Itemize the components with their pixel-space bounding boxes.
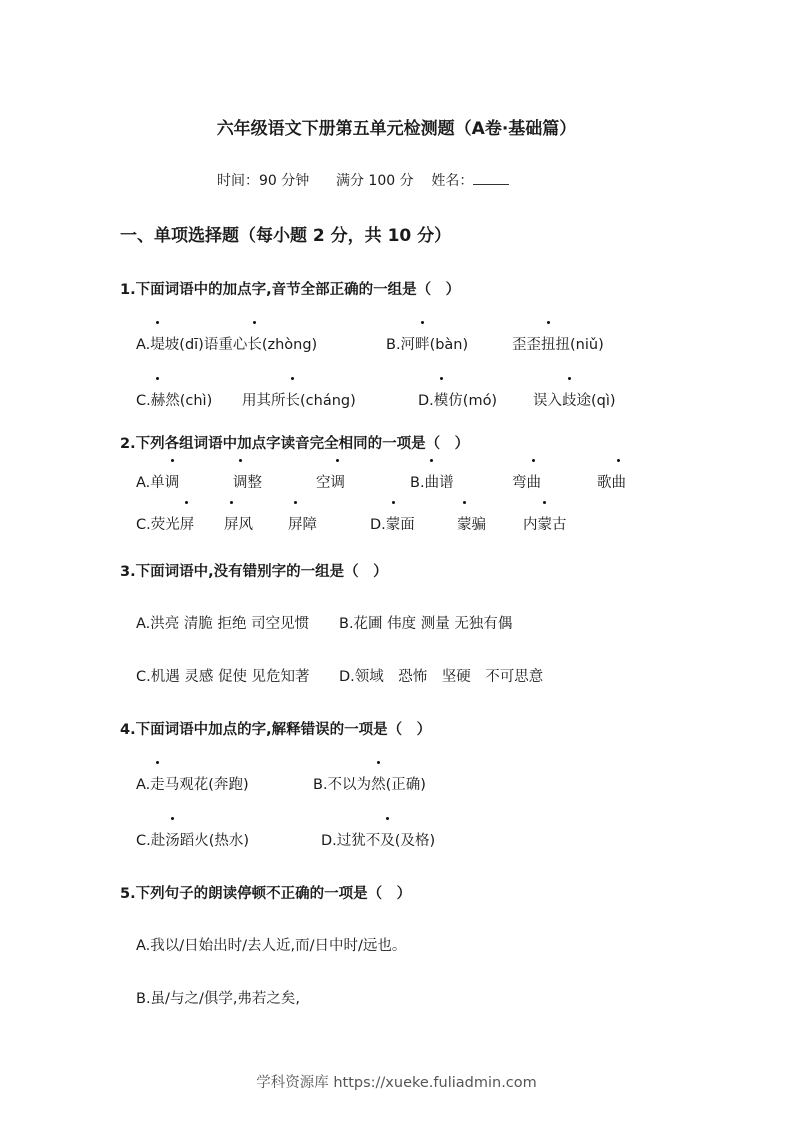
q2-option-a2: 调整 [233,471,262,492]
section-heading: 一、单项选择题（每小题 2 分，共 10 分） [120,226,452,246]
q2-option-b3: 歌曲 [597,471,626,492]
emphasis-char: 走 [150,773,165,794]
emphasis-char: 赫 [151,389,166,410]
q2-option-c3: 屏障 [288,513,317,534]
q2-option-a1: A.单调 [136,471,179,492]
emphasis-char: 曲 [425,471,440,492]
q2-option-c1: C.荧光屏 [136,513,194,534]
emphasis-char: 模 [434,389,449,410]
emphasis-char: 屏 [224,513,239,534]
q2-option-d1: D.蒙面 [370,513,415,534]
emphasis-char: 长 [247,333,262,354]
q3-option-c: C.机遇 灵感 促使 见危知著 [136,669,310,685]
q1-option-d2: 误入歧途(qì) [533,389,616,410]
q2-option-d3: 内蒙古 [523,513,567,534]
question-1-stem: 1.下面词语中的加点字,音节全部正确的一组是（ ） [120,282,461,298]
emphasis-char: 调 [331,471,346,492]
q2-option-b2: 弯曲 [512,471,541,492]
document-title: 六年级语文下册第五单元检测题（A卷·基础篇） [216,119,577,139]
time-info: 时间：90 分钟 [217,173,310,189]
q3-option-b: B.花圃 伟度 测量 无独有偶 [339,616,513,632]
name-label: 姓名： [431,173,474,189]
exam-meta [217,170,509,190]
emphasis-char: 蒙 [386,513,401,534]
q1-option-a: A.堤坡(dī)语重心长(zhòng) [136,333,317,354]
emphasis-char: 堤 [150,333,165,354]
question-2-stem: 2.下列各组词语中加点字读音完全相同的一项是（ ） [120,436,470,452]
q5-option-a: A.我以/日始出时/去人近,而/日中时/远也。 [136,938,407,954]
emphasis-char: 歧 [562,389,577,410]
emphasis-char: 及 [380,829,395,850]
emphasis-char: 屏 [288,513,303,534]
q3-option-d: D.领域 恐怖 坚硬 不可思意 [339,669,544,685]
q5-option-b: B.虽/与之/俱学,弗若之矣, [136,991,301,1007]
q1-option-d: D.模仿(mó) [418,389,497,410]
question-5-stem: 5.下列句子的朗读停顿不正确的一项是（ ） [120,886,412,902]
emphasis-char: 曲 [527,471,542,492]
q4-option-d: D.过犹不及(及格) [321,829,435,850]
emphasis-char: 曲 [612,471,627,492]
q1-option-c2: 用其所长(cháng) [242,389,356,410]
emphasis-char: 蒙 [457,513,472,534]
q4-option-b: B.不以为然(正确) [313,773,426,794]
emphasis-char: 汤 [165,829,180,850]
footer-watermark: 学科资源库 https://xueke.fuliadmin.com [256,1075,537,1091]
name-blank [473,172,509,185]
question-4-stem: 4.下面词语中加点的字,解释错误的一项是（ ） [120,722,432,738]
emphasis-char: 屏 [180,513,195,534]
q1-option-b: B.河畔(bàn) [386,333,468,354]
q2-option-d2: 蒙骗 [457,513,486,534]
q3-option-a: A.洪亮 清脆 拒绝 司空见惯 [136,616,310,632]
q1-option-b2: 歪歪扭扭(niǔ) [512,333,604,354]
emphasis-char: 畔 [415,333,430,354]
q2-option-a3: 空调 [316,471,345,492]
question-3-stem: 3.下面词语中,没有错别字的一组是（ ） [120,564,388,580]
q4-option-a: A.走马观花(奔跑) [136,773,249,794]
emphasis-char: 长 [286,389,301,410]
q2-option-b1: B.曲谱 [410,471,454,492]
emphasis-char: 调 [165,471,180,492]
emphasis-char: 然 [371,773,386,794]
q2-option-c2: 屏风 [224,513,253,534]
emphasis-char: 蒙 [538,513,553,534]
emphasis-char: 扭 [541,333,556,354]
q4-option-c: C.赴汤蹈火(热水) [136,829,249,850]
emphasis-char: 调 [233,471,248,492]
full-score-info: 满分 100 分 [335,173,414,189]
q1-option-c: C.赫然(chì) [136,389,212,410]
